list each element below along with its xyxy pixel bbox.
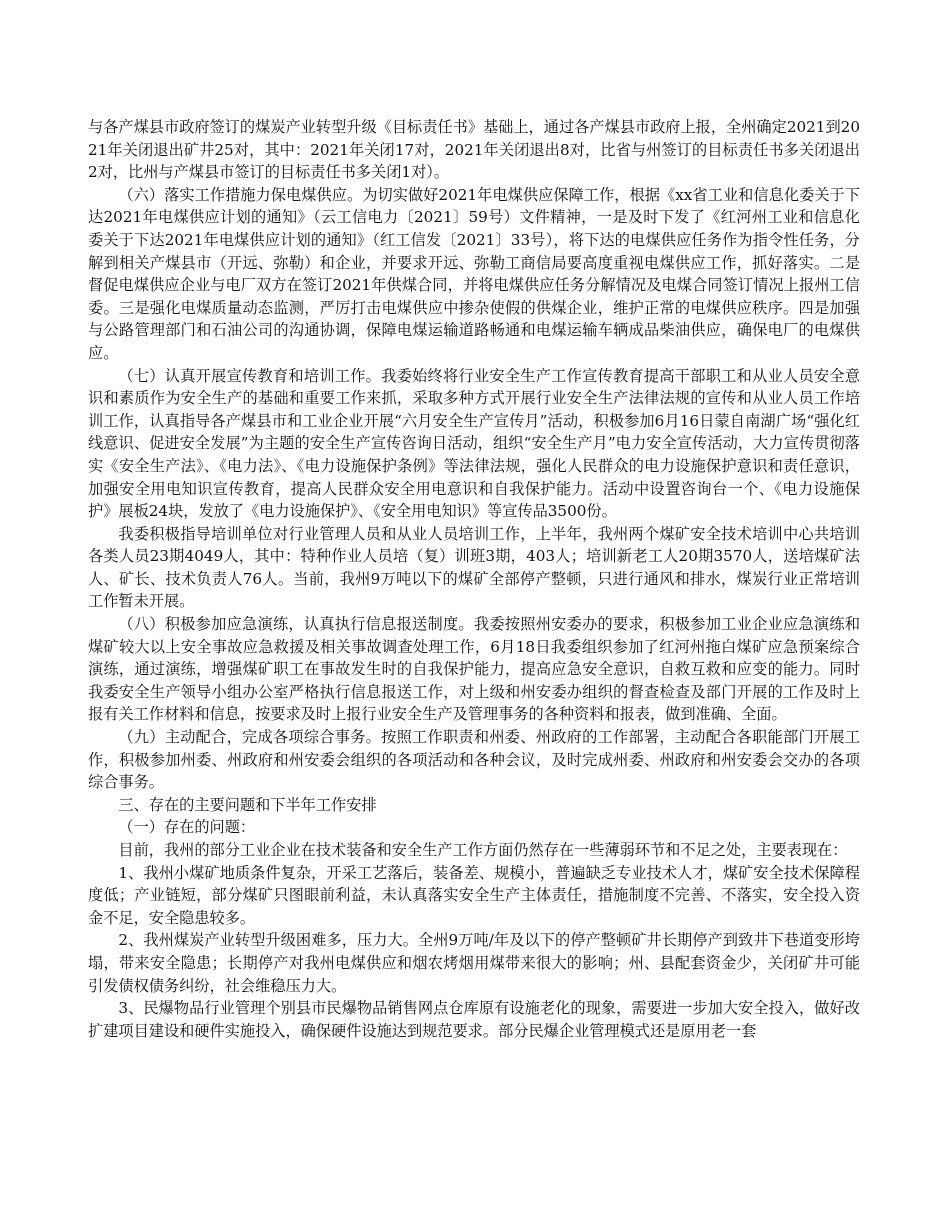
paragraph-section-7-publicity-training: （七）认真开展宣传教育和培训工作。我委始终将行业安全生产工作宣传教育提高干部职工和从业人员安全意识和素质作为安全生产的基础和重要工作来抓，采取多种方式开展行业安全生产法律法规的宣传和从业人员工作培训工作，认真指导各产煤县市和工业企业开展“六月安全生产宣传月”活动，积极参加6月16日蒙自南湖广场“强化红线意识、促进安全发展”为主题的安全生产宣传咨询日活动，组织“安全生产月”电力安全宣传活动，大力宣传贯彻落实《安全生产法》、《电力法》、《电力设施保护条例》等法律法规，强化人民群众的电力设施保护意识和责任意识，加强安全用电知识宣传教育，提高人民群众安全用电意识和自我保护能力。活动中设置咨询台一个、《电力设施保护》展板24块，发放了《电力设施保护》、《安全用电知识》等宣传品3500份。 [88,366,860,521]
paragraph-section-6-coal-supply: （六）落实工作措施力保电煤供应。为切实做好2021年电煤供应保障工作，根据《xx省工业和信息化委关于下达2021年电煤供应计划的通知》（云工信电力〔2021〕59号）文件精神，一是及时下发了《红河州工业和信息化委关于下达2021年电煤供应计划的通知》（红工信发〔2021〕33号），将下达的电煤供应任务作为指令性任务，分解到相关产煤县市（开远、弥勒）和企业，并要求开远、弥勒工商信局要高度重视电煤供应工作，抓好落实。二是督促电煤供应企业与电厂双方在签订2021年供煤合同，并将电煤供应任务分解情况及电煤合同签订情况上报州工信委。三是强化电煤质量动态监测，严厉打击电煤供应中掺杂使假的供煤企业，维护正常的电煤供应秩序。四是加强与公路管理部门和石油公司的沟通协调，保障电煤运输道路畅通和电煤运输车辆成品柴油供应，确保电厂的电煤供应。 [88,185,860,362]
paragraph-section-9-general-affairs: （九）主动配合，完成各项综合事务。按照工作职责和州委、州政府的工作部署，主动配合各职能部门开展工作，积极参加州委、州政府和州安委会组织的各项活动和各种会议，及时完成州委、州政府和州安委会交办的各项综合事务。 [88,728,860,792]
paragraph-problem-1: 1、我州小煤矿地质条件复杂，开采工艺落后，装备差、规模小，普遍缺乏专业技术人才，煤矿安全技术保障程度低；产业链短，部分煤矿只图眼前利益，未认真落实安全生产主体责任，措施制度不完善、不落实，安全投入资金不足，安全隐患较多。 [88,863,860,927]
document-body [88,116,860,1042]
paragraph-problem-2: 2、我州煤炭产业转型升级困难多，压力大。全州9万吨/年及以下的停产整顿矿井长期停产到致井下巷道变形垮塌，带来安全隐患；长期停产对我州电煤供应和烟农烤烟用煤带来很大的影响；州、县配套资金少，关闭矿井可能引发债权债务纠纷，社会维稳压力大。 [88,931,860,995]
paragraph-training-stats: 我委积极指导培训单位对行业管理人员和从业人员培训工作，上半年，我州两个煤矿安全技术培训中心共培训各类人员23期4049人，其中：特种作业人员培（复）训班3期，403人；培训新老工人20期3570人，送培煤矿法人、矿长、技术负责人76人。当前，我州9万吨以下的煤矿全部停产整顿，只进行通风和排水，煤炭行业正常培训工作暂未开展。 [88,524,860,611]
paragraph-problems-intro: 目前，我州的部分工业企业在技术装备和安全生产工作方面仍然存在一些薄弱环节和不足之处，主要表现在： [118,841,848,859]
paragraph-problem-3: 3、民爆物品行业管理个别县市民爆物品销售网点仓库原有设施老化的现象，需要进一步加大安全投入，做好改扩建项目建设和硬件实施投入，确保硬件设施达到规范要求。部分民爆企业管理模式还是原用老一套 [88,999,860,1040]
paragraph-coal-closure-summary: 与各产煤县市政府签订的煤炭产业转型升级《目标责任书》基础上，通过各产煤县市政府上报，全州确定2021到2021年关闭退出矿井25对，其中：2021年关闭17对，2021年关闭退出8对，比省与州签订的目标责任书多关闭退出2对，比州与产煤县市签订的目标责任书多关闭1对）。 [88,118,860,182]
heading-part-3-problems-plan: 三、存在的主要问题和下半年工作安排 [118,795,377,814]
paragraph-section-8-emergency-drill: （八）积极参加应急演练，认真执行信息报送制度。我委按照州安委办的要求，积极参加工业企业应急演练和煤矿较大以上安全事故应急救援及相关事故调查处理工作，6月18日我委组织参加了红河州拖白煤矿应急预案综合演练，通过演练，增强煤矿职工在事故发生时的自我保护能力，提高应急安全意识，自救互救和应变的能力。同时我委安全生产领导小组办公室严格执行信息报送工作，对上级和州安委办组织的督查检查及部门开展的工作及时上报有关工作材料和信息，按要求及时上报行业安全生产及管理事务的各种资料和报表，做到准确、全面。 [88,615,860,724]
heading-existing-problems: （一）存在的问题： [118,818,256,837]
